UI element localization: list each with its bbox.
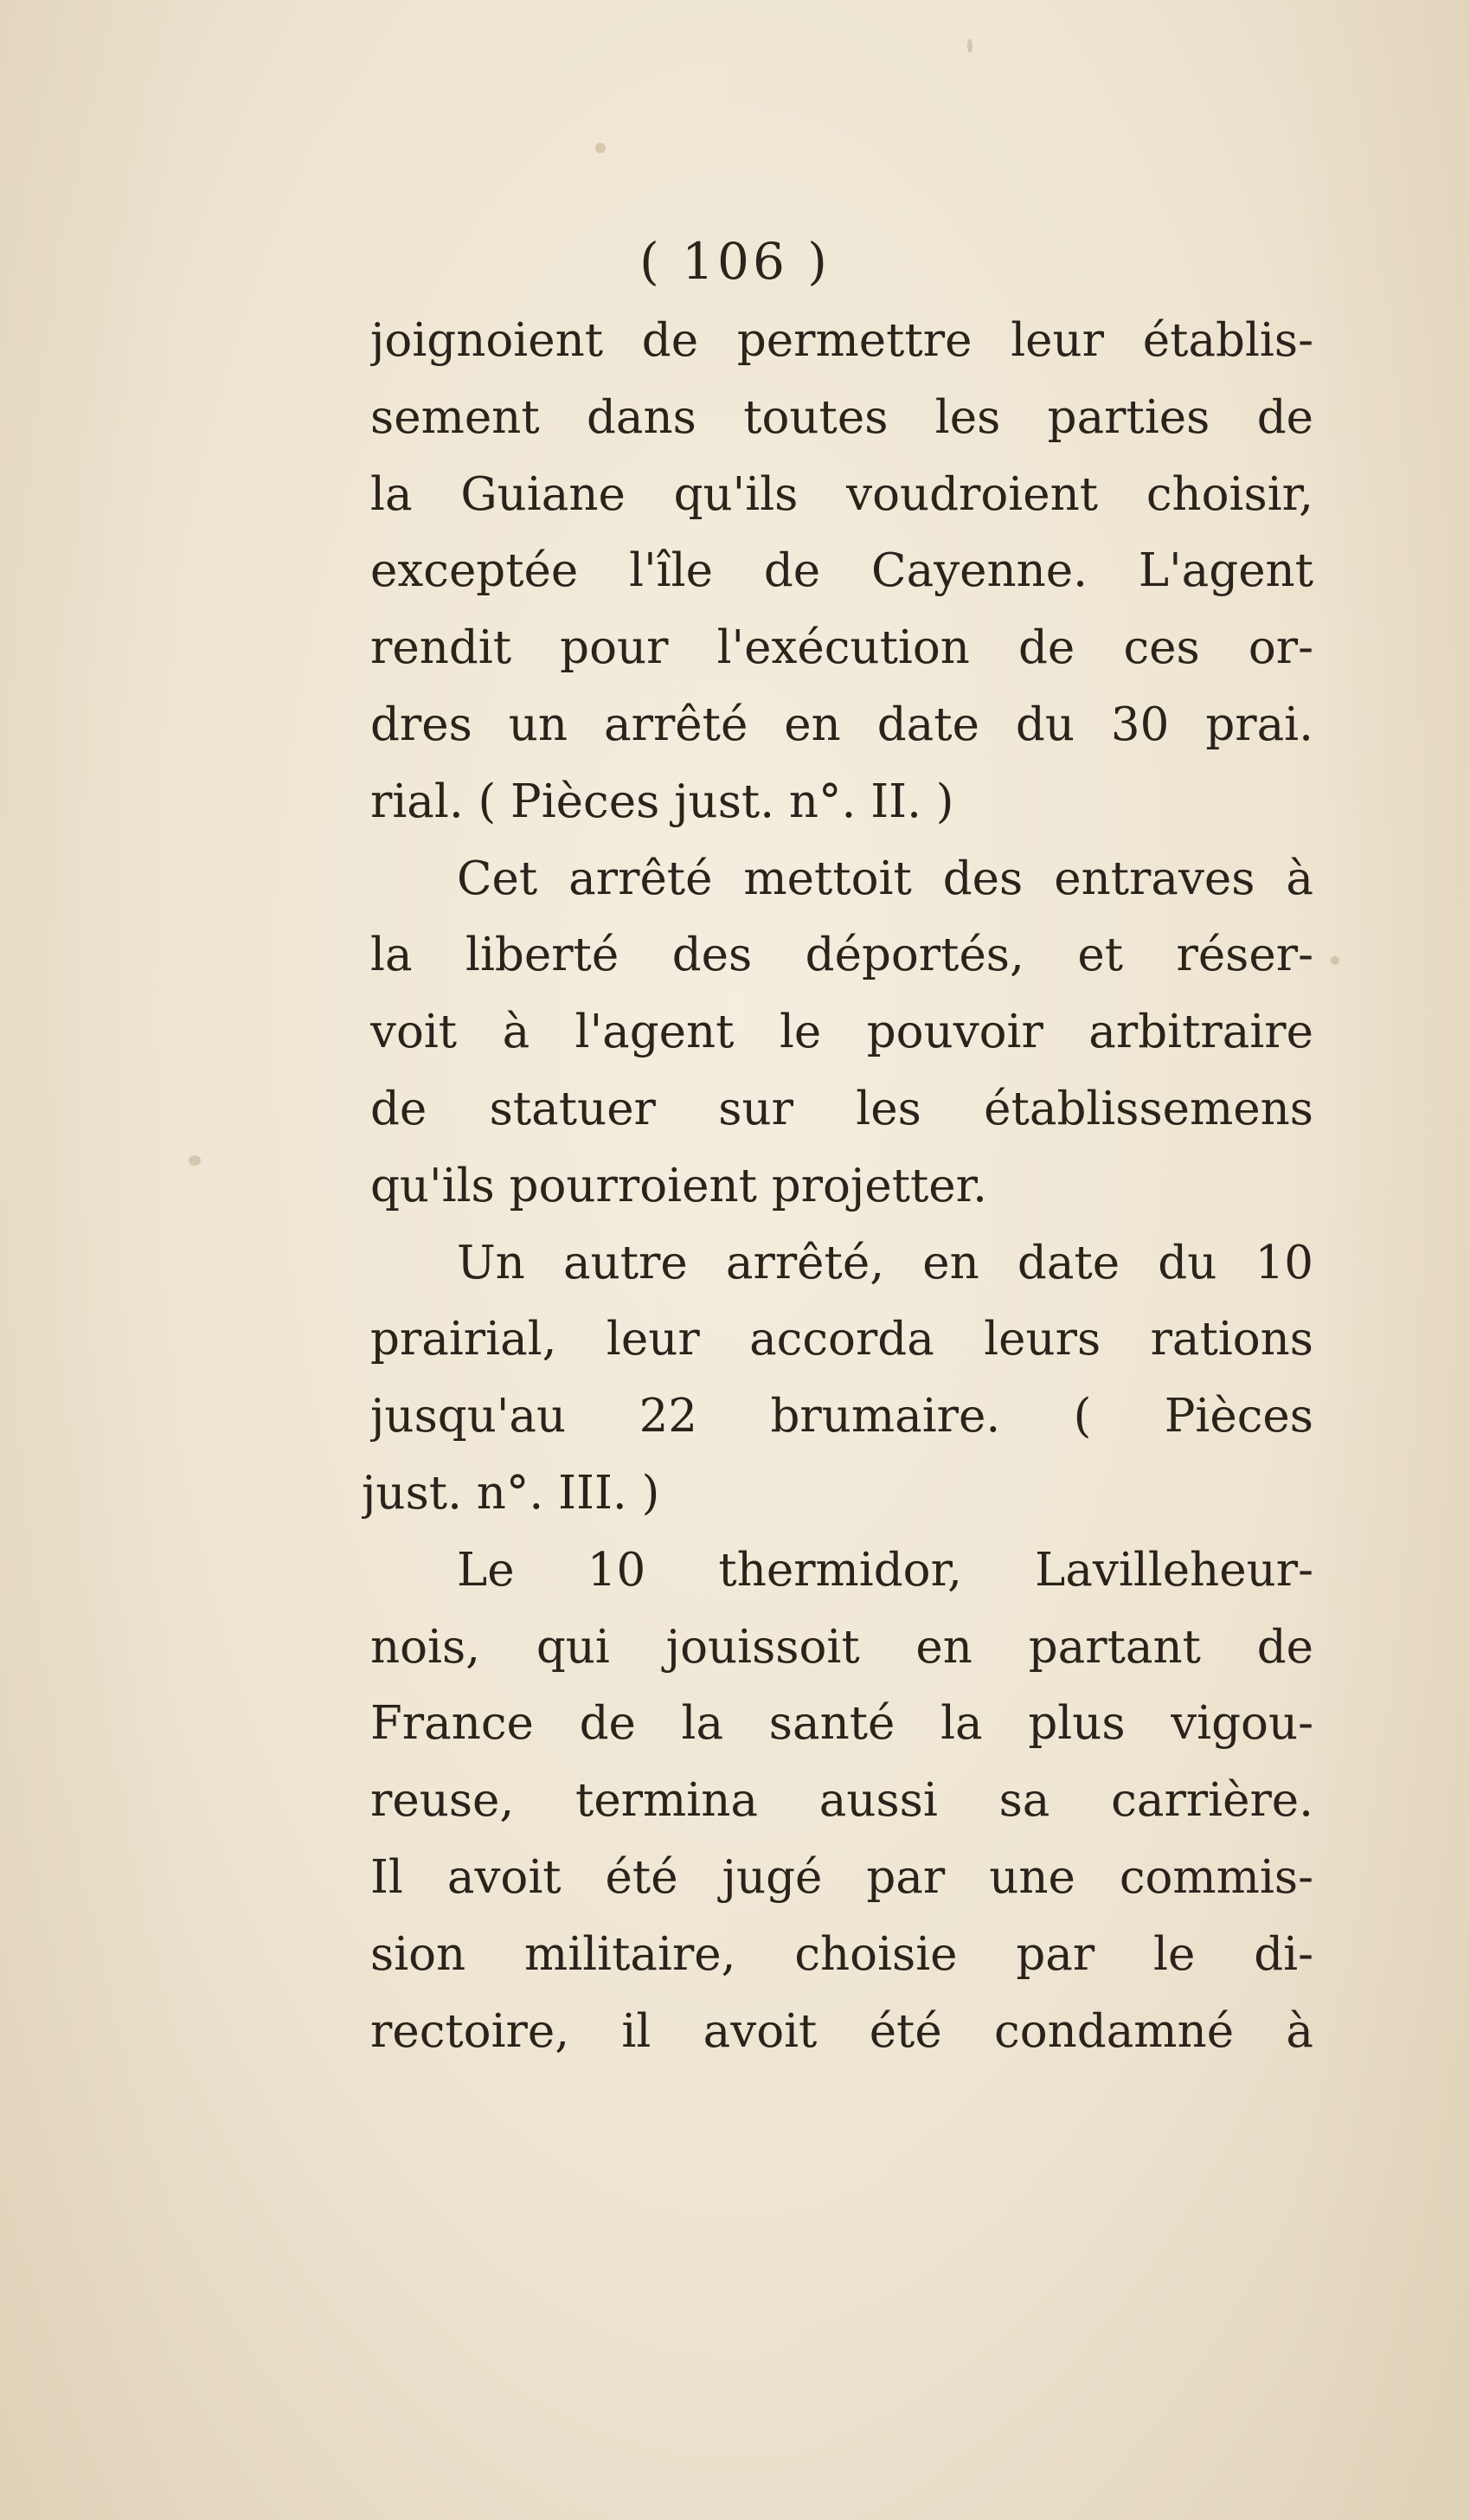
text-line: rial. ( Pièces just. n°. II. ) [370, 775, 954, 828]
foxing-spot [595, 143, 606, 153]
foxing-spot [967, 39, 973, 53]
body-text [362, 303, 1313, 2070]
text-line: qu'ils pourroient projetter. [370, 1159, 988, 1212]
text-line: sement dans toutes les parties de [370, 390, 1313, 444]
text-line: Un autre arrêté, en date du 10 [457, 1236, 1313, 1289]
text-line: nois, qui jouissoit en partant de [370, 1620, 1313, 1674]
text-line: dres un arrêté en date du 30 prai. [370, 698, 1313, 751]
text-line: Il avoit été jugé par une commis- [370, 1850, 1313, 1904]
text-line: France de la santé la plus vigou- [370, 1697, 1313, 1751]
text-line: Le 10 thermidor, Lavilleheur- [457, 1543, 1313, 1597]
text-line: sion militaire, choisie par le di- [370, 1927, 1313, 1981]
foxing-spot [189, 1155, 201, 1166]
foxing-spot [1331, 956, 1339, 965]
text-line: reuse, termina aussi sa carrière. [370, 1774, 1313, 1828]
text-line: just. n°. III. ) [362, 1466, 660, 1520]
text-line: la Guiane qu'ils voudroient choisir, [370, 467, 1313, 521]
text-line: jusqu'au 22 brumaire. ( Pièces [370, 1390, 1313, 1443]
text-line: voit à l'agent le pouvoir arbitraire [370, 1006, 1313, 1059]
text-line: rendit pour l'exécution de ces or- [370, 621, 1313, 675]
text-line: prairial, leur accorda leurs rations [370, 1313, 1313, 1366]
text-line: exceptée l'île de Cayenne. L'agent [370, 544, 1313, 598]
text-line: de statuer sur les établissemens [370, 1082, 1313, 1135]
text-line: la liberté des déportés, et réser- [370, 929, 1313, 982]
text-line: rectoire, il avoit été condamné à [370, 2004, 1313, 2058]
text-line: joignoient de permettre leur établis- [370, 314, 1313, 367]
page-number: ( 106 ) [639, 232, 831, 291]
text-line: Cet arrêté mettoit des entraves à [457, 852, 1313, 905]
